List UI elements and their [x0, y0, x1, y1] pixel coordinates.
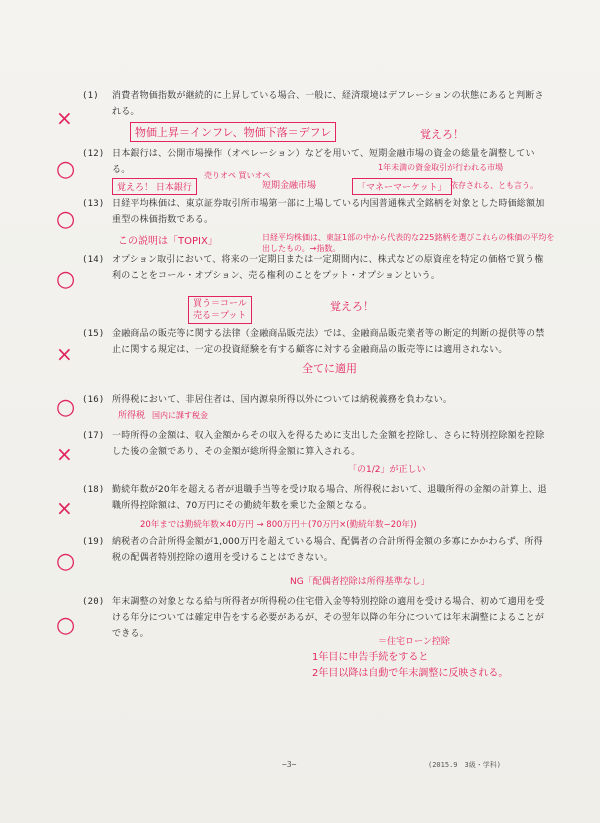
handwritten-note: 「の1/2」が正しい: [348, 465, 426, 475]
handwritten-note: 覚えろ！: [420, 128, 464, 141]
question-number: (12): [82, 149, 105, 159]
handwritten-note: 依存される、とも言う。: [450, 181, 538, 190]
bleed-through-shadow: [215, 690, 585, 750]
correct-mark: ○: [56, 613, 76, 638]
question-number: (13): [82, 199, 105, 209]
question-text: 納税者の合計所得金額が1,000万円を超えている場合、配偶者の合計所得金額の多寡にかかわらず、所得税の配偶者特別控除の適用を受けることはできない。: [112, 537, 543, 563]
question-number: (14): [82, 255, 105, 265]
correct-mark: ○: [56, 395, 76, 420]
question-16: [82, 392, 552, 408]
exam-code: (2015.9 3級・学科): [428, 761, 501, 769]
handwritten-note: 日経平均株価は、東証1部の中から代表的な225銘柄を選びこれらの株価の平均を出したもの。→指数。: [262, 233, 555, 253]
question-text: 年末調整の対象となる給与所得者が所得税の住宅借入金等特別控除の適用を受ける場合、初めて適用を受ける年分については確定申告をする必要があるが、その翌年以降の年分については年末調整によることができる。: [112, 597, 545, 639]
handwritten-note: この説明は「TOPIX」: [118, 236, 218, 247]
correct-mark: ○: [56, 157, 76, 182]
question-text: 日本銀行は、公開市場操作（オペレーション）などを用いて、短期金融市場の資金の総量を調整している。: [112, 149, 535, 175]
correct-mark: ○: [56, 267, 76, 292]
handwritten-note: 覚えろ！: [330, 300, 374, 313]
handwritten-note-line: 売る＝プット: [193, 311, 247, 321]
question-text: 金融商品の販売等に関する法律（金融商品販売法）では、金融商品販売業者等の断定的判断の提供等の禁止に関する規定は、一定の投資経験を有する顧客に対する金融商品の販売等には適用されない。: [112, 329, 545, 355]
handwritten-note: 短期金融市場: [262, 181, 317, 191]
handwritten-note-boxed: 物価上昇＝インフレ、物価下落＝デフレ: [130, 122, 336, 142]
correct-mark: ○: [56, 207, 76, 232]
question-18: [82, 482, 552, 514]
question-number: (16): [82, 395, 105, 405]
handwritten-note: 1年未満の資金取引が行われる市場: [378, 163, 504, 172]
handwritten-note-boxed: 覚えろ！ 日本銀行: [112, 178, 197, 195]
handwritten-note: 20年までは勤続年数×40万円 → 800万円＋(70万円×(勤続年数−20年)): [140, 520, 417, 530]
question-number: (19): [82, 537, 105, 547]
handwritten-note: 所得税: [118, 411, 146, 421]
question-text: 日経平均株価は、東京証券取引所市場第一部に上場している内国普通株式全銘柄を対象とした時価総額加重型の株価指数である。: [112, 199, 545, 225]
handwritten-note: 2年目以降は自動で年末調整に反映される。: [312, 668, 509, 679]
question-number: (18): [82, 485, 105, 495]
incorrect-mark: ×: [56, 496, 73, 520]
handwritten-note: NG「配偶者控除は所得基準なし」: [290, 577, 430, 587]
question-17: [82, 428, 552, 460]
incorrect-mark: ×: [56, 106, 73, 130]
handwritten-note: 売りオペ 買いオペ: [204, 171, 271, 180]
question-text: 消費者物価指数が継続的に上昇している場合、一般に、経済環境はデフレーションの状態にあると判断される。: [112, 91, 544, 117]
question-20: [82, 594, 552, 642]
incorrect-mark: ×: [56, 442, 73, 466]
question-text: オプション取引において、将来の一定期日または一定期間内に、株式などの原資産を特定の価格で買う権利のことをコール・オプション、売る権利のことをプット・オプションという。: [112, 255, 544, 281]
question-11: [82, 88, 552, 120]
handwritten-note-boxed: [188, 296, 252, 324]
question-text: 所得税において、非居住者は、国内源泉所得以外については納税義務を負わない。: [112, 395, 453, 405]
handwritten-note: 国内に課す税金: [152, 411, 208, 420]
page-number: −3−: [282, 760, 297, 769]
question-text: 勤続年数が20年を超える者が退職手当等を受け取る場合、所得税において、退職所得の金額の計算上、退職所得控除額は、70万円にその勤続年数を乗じた金額となる。: [112, 485, 547, 511]
handwritten-note-boxed: 「マネーマーケット」: [352, 178, 452, 195]
question-number: (1): [82, 91, 99, 101]
handwritten-note: ＝住宅ローン控除: [378, 637, 450, 647]
handwritten-note: 全てに適用: [302, 362, 357, 375]
question-19: [82, 534, 552, 566]
question-text: 一時所得の金額は、収入金額からその収入を得るために支出した金額を控除し、さらに特別控除額を控除した後の金額であり、その金額が総所得金額に算入される。: [112, 431, 545, 457]
incorrect-mark: ×: [56, 342, 73, 366]
question-number: (20): [82, 597, 105, 607]
question-15: [82, 326, 552, 358]
correct-mark: ○: [56, 549, 76, 574]
handwritten-note: 1年目に申告手続をすると: [312, 652, 429, 663]
question-13: [82, 196, 552, 228]
question-14: [82, 252, 552, 284]
handwritten-note-line: 買う＝コール: [193, 299, 247, 309]
question-number: (15): [82, 329, 105, 339]
question-number: (17): [82, 431, 105, 441]
